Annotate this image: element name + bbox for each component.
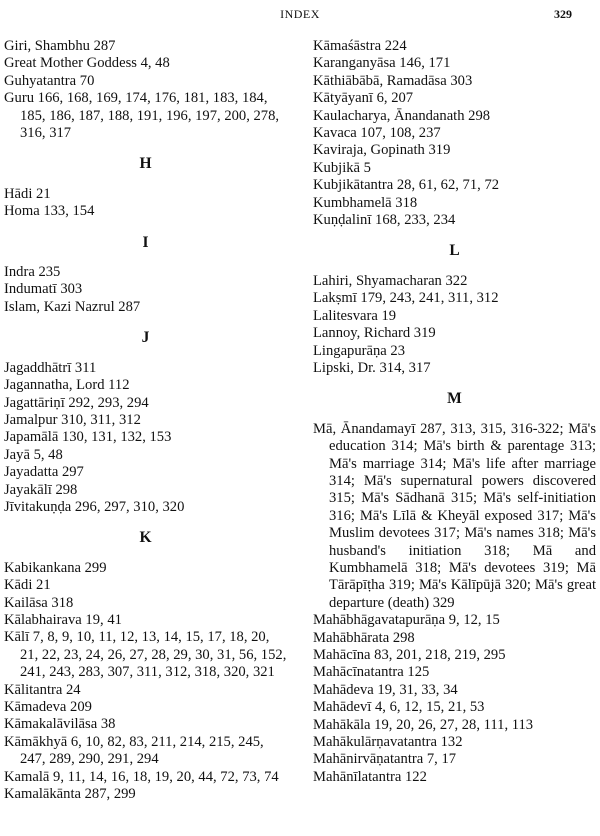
index-entry: Lahiri, Shyamacharan 322: [313, 272, 468, 289]
index-entry: Kamalākānta 287, 299: [4, 786, 136, 803]
index-entry: Guru 166, 168, 169, 174, 176, 181, 183, 184, 185, 186, 187, 188, 191, 196, 197, 200, 278, 316, 317: [4, 90, 280, 142]
index-entry: Mahādevī 4, 6, 12, 15, 21, 53: [313, 699, 485, 716]
index-entry: Kādi 21: [4, 577, 51, 594]
section-letter-i: I: [142, 233, 149, 251]
index-entry: Lalitesvara 19: [313, 307, 397, 324]
index-entry: Jayadatta 297: [4, 464, 84, 481]
index-entry: Japamālā 130, 131, 132, 153: [4, 429, 172, 446]
section-letter-k: K: [139, 529, 152, 547]
index-entry: Mahācīna 83, 201, 218, 219, 295: [313, 647, 506, 663]
index-entry: Jayā 5, 48: [4, 446, 63, 463]
page-number: 329: [554, 7, 572, 21]
index-entry: Karanganyāsa 146, 171: [313, 55, 451, 72]
index-entry: Mahādeva 19, 31, 33, 34: [313, 681, 458, 698]
index-entry: Kavaca 107, 108, 237: [313, 125, 441, 142]
index-entry: Kātyāyanī 6, 207: [313, 90, 414, 107]
index-entry: Kubjikātantra 28, 61, 62, 71, 72: [313, 177, 500, 194]
index-entry: Kāmākhyā 6, 10, 82, 83, 211, 214, 215, 245, 247, 289, 290, 291, 294: [4, 733, 264, 768]
index-entry: Jayakālī 298: [4, 481, 78, 498]
index-entry: Kāmaśāstra 224: [313, 38, 407, 54]
index-entry: Kālī 7, 8, 9, 10, 11, 12, 13, 14, 15, 17, 18, 20, 21, 22, 23, 24, 26, 27, 28, 29, 30, 31, 56, 152, 241, 243, 283, 307, 311, 312, 318, 320, 321: [4, 629, 287, 681]
index-entry: Mahācīnatantra 125: [313, 664, 430, 681]
index-entry: Mahābhāgavatapurāṇa 9, 12, 15: [313, 612, 500, 629]
index-entry: Mahānirvāṇatantra 7, 17: [313, 751, 457, 768]
index-entry: Mahānīlatantra 122: [313, 768, 427, 785]
index-entry: Kubjikā 5: [313, 159, 371, 176]
index-entry: Jagannatha, Lord 112: [4, 377, 130, 394]
index-entry: Kāmadeva 209: [4, 699, 92, 715]
index-entry: Mahākāla 19, 20, 26, 27, 28, 111, 113: [313, 716, 534, 733]
index-entry: Lipski, Dr. 314, 317: [313, 359, 431, 376]
index-entry: Jamalpur 310, 311, 312: [4, 411, 141, 428]
index-entry: Mahābhārata 298: [313, 629, 415, 646]
index-entry: Kālitantra 24: [4, 681, 81, 698]
index-entry: Great Mother Goddess 4, 48: [4, 55, 170, 72]
index-entry: Indumatī 303: [4, 281, 83, 298]
index-entry: Lingapurāṇa 23: [313, 342, 405, 359]
index-entry: Guhyatantra 70: [4, 72, 95, 89]
index-entry: Jagattāriṇī 292, 293, 294: [4, 394, 149, 411]
index-entry: Kālabhairava 19, 41: [4, 611, 122, 628]
index-entry: Kamalā 9, 11, 14, 16, 18, 19, 20, 44, 72, 73, 74: [4, 768, 279, 785]
index-entry: Kaulacharya, Ānandanath 298: [313, 107, 491, 124]
index-column-right: [313, 38, 596, 786]
section-letter-j: J: [141, 329, 150, 347]
index-entry: Giri, Shambhu 287: [4, 38, 116, 54]
index-entry: Mā, Ānandamayī 287, 313, 315, 316-322; Mā's education 314; Mā's birth & parentage 313; Mā's marriage 314; Mā's life after marriage 314; Mā's supernatural powers discovered 315; Mā's Sādhanā 315; Mā's self-initiation 316; Mā's Līlā & Kheyāl exposed 317; Mā's Muslim devotees 317; Mā's names 318; Mā's husband's initiation 318; Mā and Kumbhamelā 318; Mā's devotees 319; Mā Tārāpīṭha 319; Mā's Kālīpūjā 320; Mā's great departure (death) 329: [313, 420, 596, 611]
index-entry: Kabikankana 299: [4, 559, 107, 576]
running-header-title: INDEX: [280, 7, 320, 21]
index-entry: Lannoy, Richard 319: [313, 325, 436, 342]
index-column-left: [4, 38, 287, 803]
section-letter-m: M: [447, 390, 462, 408]
index-entry: Kailāsa 318: [4, 594, 74, 611]
index-entry: Kumbhamelā 318: [313, 194, 418, 211]
section-letter-l: L: [449, 242, 460, 260]
index-entry: Jīvitakuṇḍa 296, 297, 310, 320: [4, 498, 185, 515]
index-entry: Homa 133, 154: [4, 203, 95, 220]
index-entry: Hādi 21: [4, 185, 51, 202]
index-entry: Kaviraja, Gopinath 319: [313, 142, 451, 159]
index-entry: Kuṇḍalinī 168, 233, 234: [313, 212, 456, 229]
index-entry: Mahākulārṇavatantra 132: [313, 734, 463, 751]
section-letter-h: H: [139, 155, 152, 173]
index-entry: Kāmakalāvilāsa 38: [4, 716, 116, 733]
index-entry: Jagaddhātrī 311: [4, 359, 97, 376]
index-entry: Lakṣmī 179, 243, 241, 311, 312: [313, 290, 499, 307]
index-entry: Islam, Kazi Nazrul 287: [4, 298, 141, 315]
index-entry: Indra 235: [4, 264, 61, 281]
index-entry: Kāthiābābā, Ramadāsa 303: [313, 72, 473, 89]
